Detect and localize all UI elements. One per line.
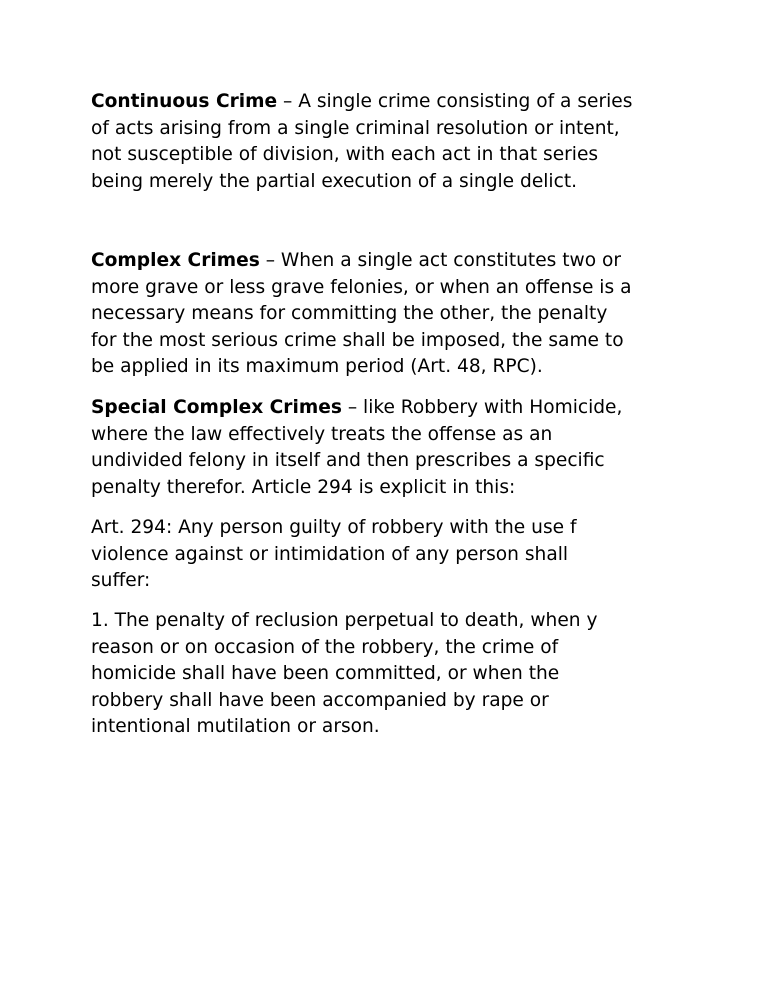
definition-special-complex-crimes: – like Robbery with Homicide, where the law effectively treats the offense as an undivided felony in itself and then prescribes a specific penalty therefor. Article 294 is explicit in this: <box>91 397 623 498</box>
paragraph-article-294 <box>91 515 691 595</box>
article-294-text: Art. 294: Any person guilty of robbery with the use f violence against or intimidation of any person shall suffer: <box>91 517 577 592</box>
paragraph-complex-crimes <box>91 248 691 381</box>
paragraph-article-294-item-1 <box>91 608 691 741</box>
term-special-complex-crimes: Special Complex Crimes <box>91 397 342 418</box>
term-complex-crimes: Complex Crimes <box>91 250 260 271</box>
definition-continuous-crime: – A single crime consisting of a series of acts arising from a single criminal resolution or intent, not susceptible of division, with each act in that series being merely the partial execution of a single delict. <box>91 91 633 192</box>
definition-complex-crimes: – When a single act constitutes two or more grave or less grave felonies, or when an offense is a necessary means for committing the other, the penalty for the most serious crime shall be imposed, the same to be applied in its maximum period (Art. 48, RPC). <box>91 250 632 378</box>
paragraph-continuous-crime <box>91 89 691 195</box>
article-294-item-1-text: 1. The penalty of reclusion perpetual to death, when y reason or on occasion of the robbery, the crime of homicide shall have been committed, or when the robbery shall have been accompanied by rape or intentional mutilation or arson. <box>91 610 598 738</box>
paragraph-special-complex-crimes <box>91 395 691 501</box>
term-continuous-crime: Continuous Crime <box>91 91 278 112</box>
